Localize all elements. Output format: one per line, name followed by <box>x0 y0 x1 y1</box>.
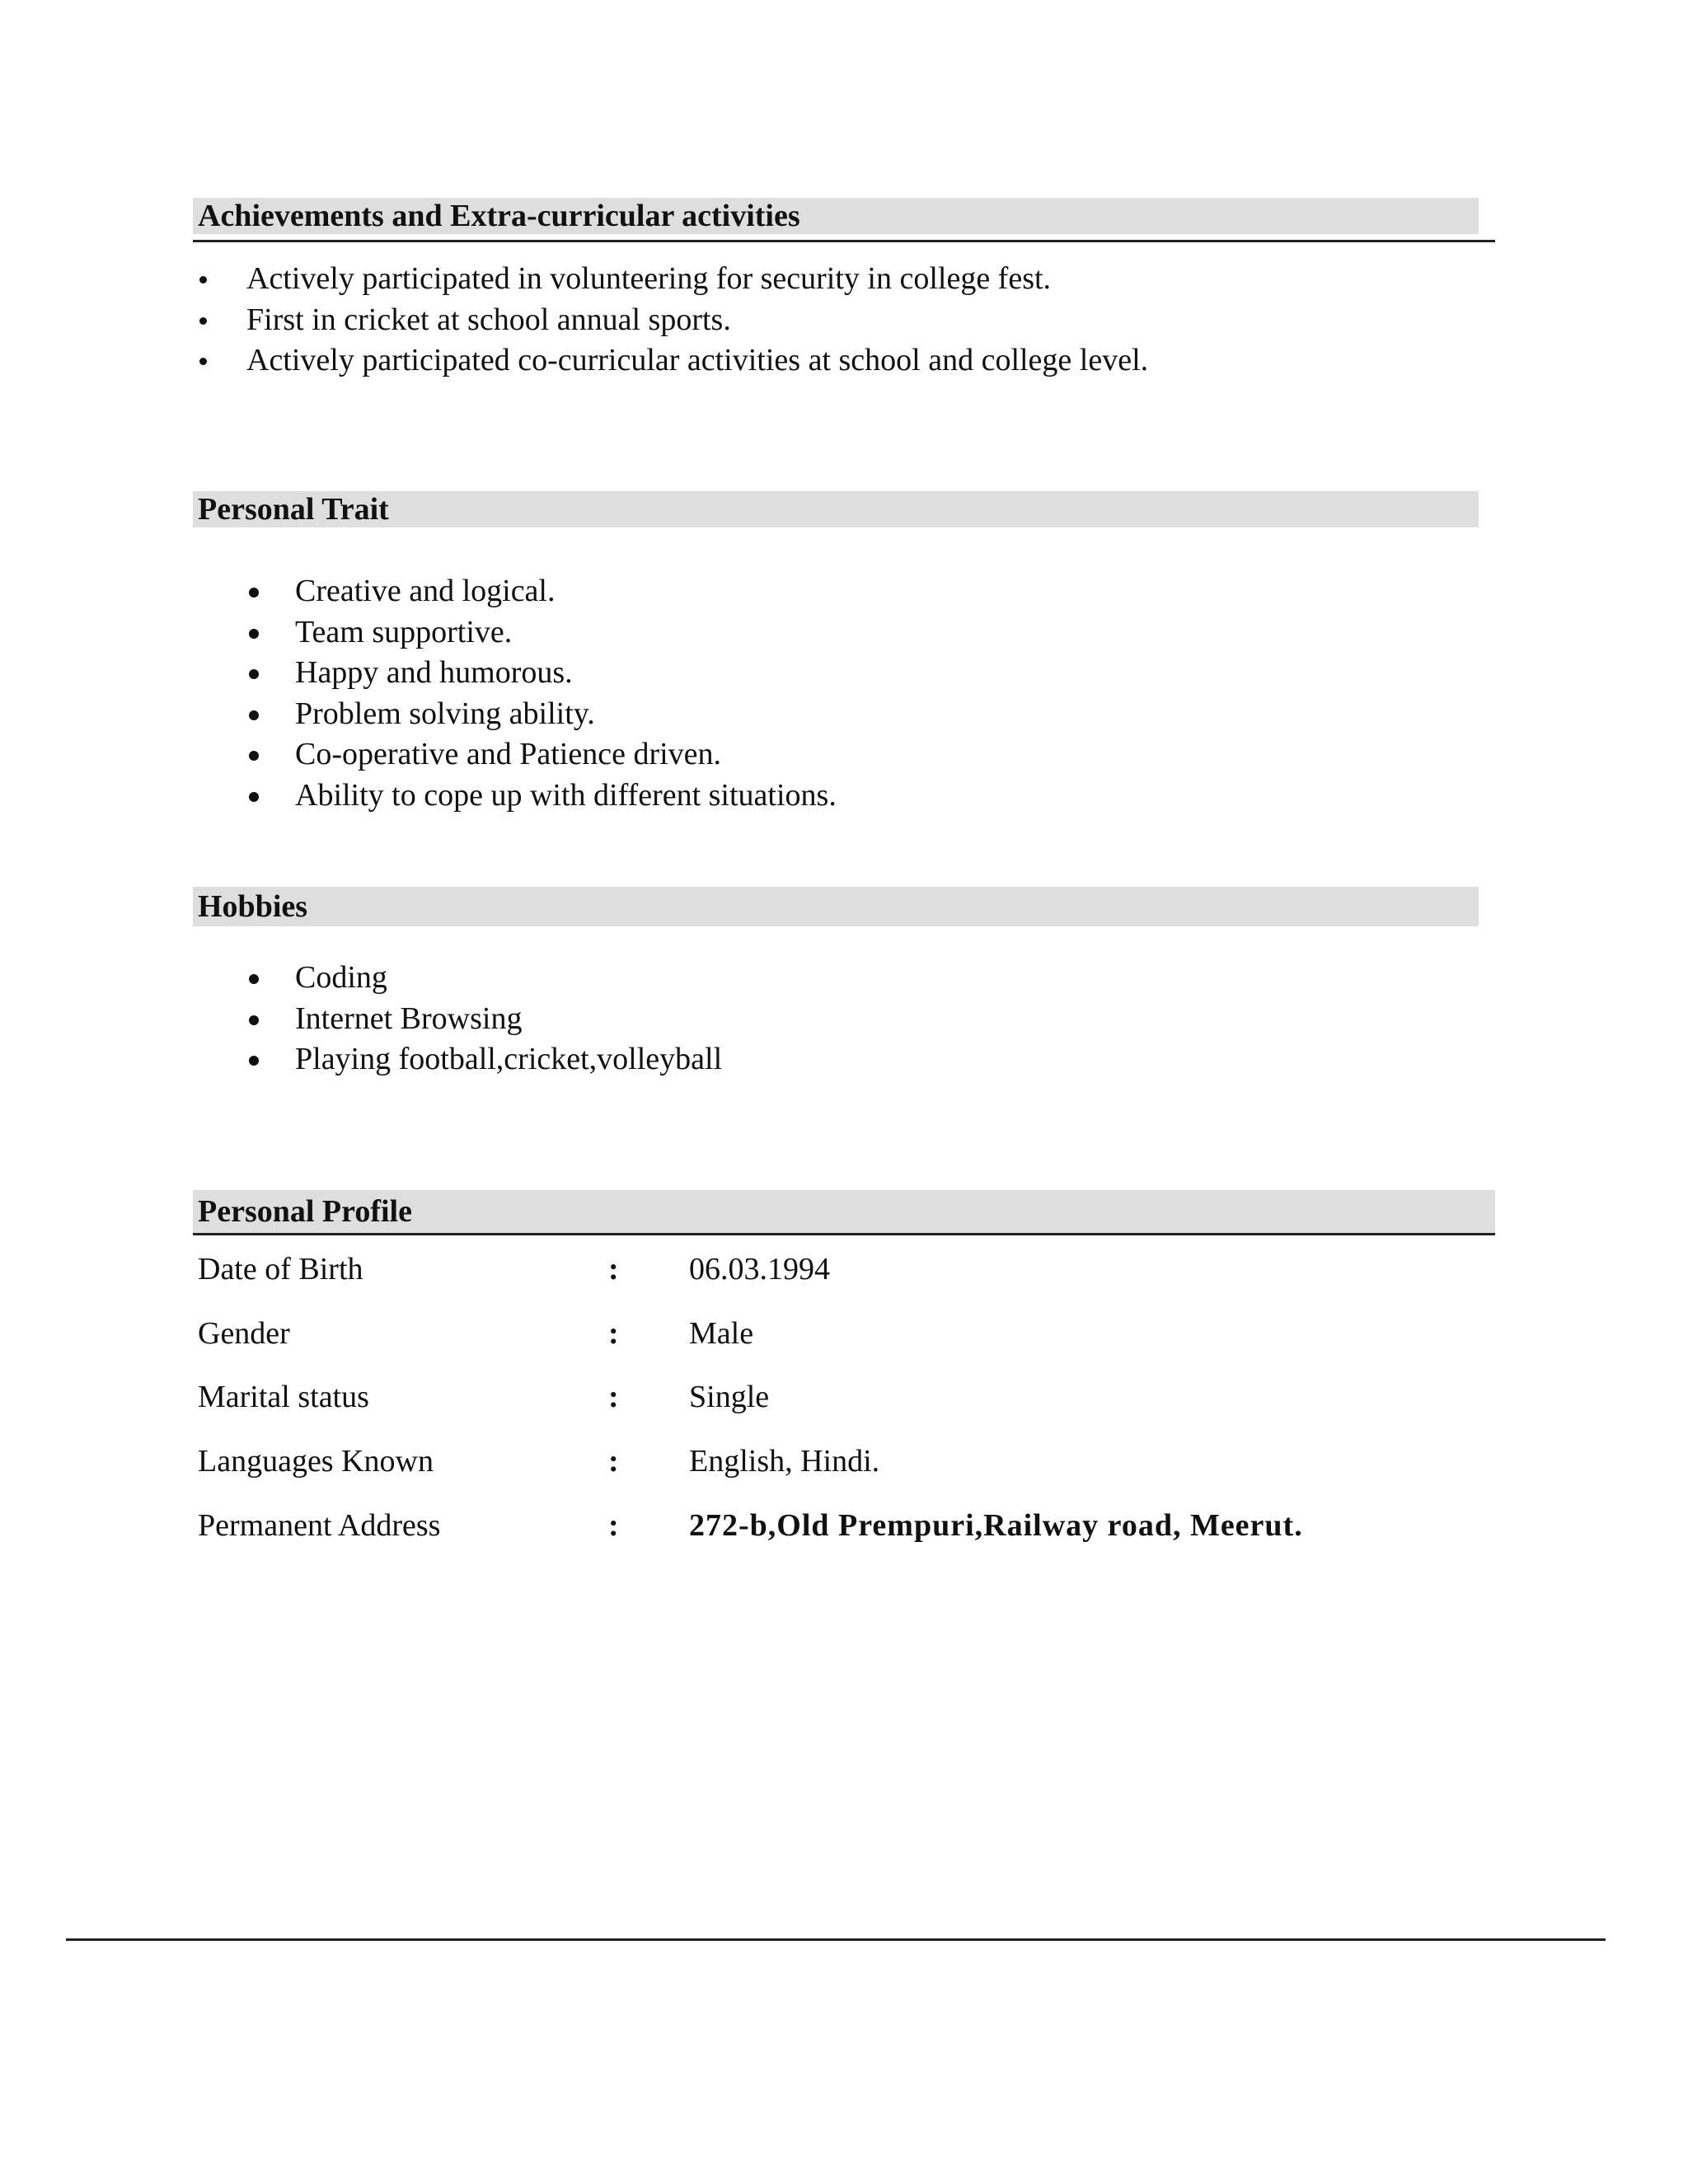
list-item: Creative and logical. <box>295 571 837 612</box>
profile-value: Single <box>689 1380 770 1414</box>
list-item: Happy and humorous. <box>295 653 837 694</box>
personal-profile-divider <box>193 1233 1495 1235</box>
profile-label: Gender <box>198 1316 290 1351</box>
profile-separator: : <box>608 1316 619 1351</box>
list-item: Coding <box>295 958 722 999</box>
profile-label: Marital status <box>198 1380 369 1414</box>
profile-label: Permanent Address <box>198 1508 441 1543</box>
footer-divider <box>66 1938 1606 1941</box>
list-item: Playing football,cricket,volleyball <box>295 1039 722 1080</box>
achievements-divider <box>193 240 1495 242</box>
list-item: Team supportive. <box>295 612 837 654</box>
hobbies-list <box>295 958 722 1080</box>
achievements-list <box>246 259 1148 382</box>
profile-value: 06.03.1994 <box>689 1252 830 1286</box>
profile-value: 272-b,Old Prempuri,Railway road, Meerut. <box>689 1508 1303 1543</box>
profile-label: Date of Birth <box>198 1252 363 1286</box>
personal-trait-header: Personal Trait <box>193 491 1479 527</box>
hobbies-header: Hobbies <box>193 887 1479 926</box>
profile-separator: : <box>608 1444 619 1479</box>
list-item: Actively participated in volunteering for security in college fest. <box>246 259 1148 300</box>
list-item: Internet Browsing <box>295 999 722 1040</box>
profile-value: English, Hindi. <box>689 1444 880 1479</box>
profile-separator: : <box>608 1380 619 1414</box>
personal-trait-list <box>295 571 837 816</box>
profile-value: Male <box>689 1316 754 1351</box>
list-item: Ability to cope up with different situations. <box>295 776 837 817</box>
profile-label: Languages Known <box>198 1444 434 1479</box>
profile-separator: : <box>608 1508 619 1543</box>
achievements-header: Achievements and Extra-curricular activities <box>193 198 1479 234</box>
list-item: Actively participated co-curricular activities at school and college level. <box>246 340 1148 382</box>
list-item: Problem solving ability. <box>295 694 837 735</box>
profile-separator: : <box>608 1252 619 1286</box>
personal-profile-header: Personal Profile <box>193 1190 1495 1233</box>
list-item: First in cricket at school annual sports. <box>246 300 1148 341</box>
list-item: Co-operative and Patience driven. <box>295 734 837 776</box>
